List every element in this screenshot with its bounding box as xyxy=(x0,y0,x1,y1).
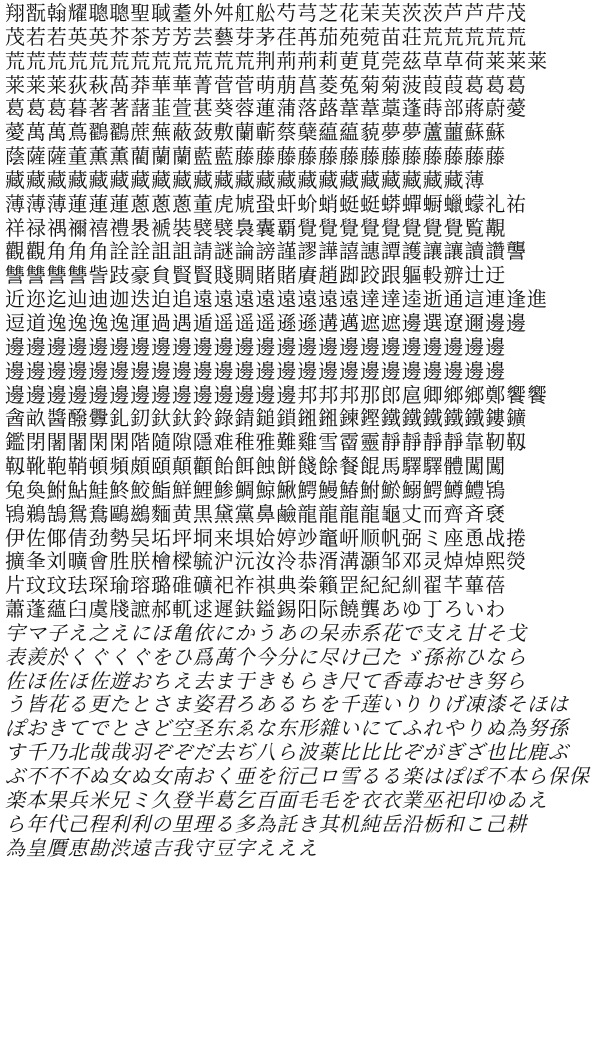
glyph-row: 伊佐倻倩劲勢吴坧坪垌来埧姶婷竗竈岍顺帆弼ミ座恿战捲 xyxy=(5,526,527,550)
glyph-row: 為皇贋恵勘渋遠吉我守豆字えええ xyxy=(5,836,319,860)
glyph-row: 酓畝醬醱釁釓釖釱釱鈴錄錆鎚鎖鎺鎺鍊鏗鐵鐵鐵鐵鐵鏤鑛 xyxy=(5,407,527,431)
glyph-row: 宇マ子え之えにほ亀依にかうあの呆赤系花で支え甘そ戈 xyxy=(5,621,527,645)
glyph-row: 楽本果兵米兄ミ久登半葛乞百面毛毛を衣衣業巫祀印ゆゐえ xyxy=(5,788,548,812)
glyph-row: 邊邊邊邊邊邊邊邊邊邊邊邊邊邊邊邊邊邊邊邊邊邊邊邊 xyxy=(5,359,507,383)
glyph-row: 荒荒荒荒荒荒荒荒荒荒荒荒荆荊荊莉莄莧莞茲草草荷莱莱莱 xyxy=(5,49,548,73)
glyph-row: 觀觀角角角詮詮詛詛請謎論謗謹謬譁譆譓譚護讓讓讀讚讋 xyxy=(5,240,527,264)
glyph-row: 薄薄薄蓮蓮蓮蔥蔥蔥董虎虓蛩虷蚧蛸蜓蜓蟒蟬蟵蠟蠓礼祐 xyxy=(5,192,527,216)
glyph-row: 葛葛葛暮著著藷韮萱葚葵蓉蓮蒲落蕗葦葦藁蓬蒔部蔣蔚薆 xyxy=(5,97,527,121)
glyph-row: ら年代己程利利の里理る多為託き其机純岳沿栃和こ己耕 xyxy=(5,812,527,836)
glyph-row: 薆萬萬蔦鸐鸐蔗蕪蔽蔹敷蘭蘄蔡蘖藴藴藐夢夢蘆蘁蘇蘇 xyxy=(5,121,507,145)
glyph-row: 近迩迄辿迪迦迭迫追遠遠遠遠遠遠遠遠達達逵逝通這連逢進 xyxy=(5,288,548,312)
glyph-row: 蕭蓬蘊臼虞牋謶郝軏逑遲鈇鎰錫阳际饒龔あゆ丁ろいわ xyxy=(5,598,507,622)
glyph-row: 邊邊邊邊邊邊邊邊邊邊邊邊邊邊邊邊邊邊邊邊邊邊邊邊 xyxy=(5,335,507,359)
glyph-row: 擴夆刘曠會胜朕檜樑毓沪沅汝泠恭湑溝灝邹邓灵焯焯熙熒 xyxy=(5,550,527,574)
glyph-row: す千乃北哉哉羽ぞぞだ去ぢ八ら波薬比比比ぞがぎざ也比鹿ぶ xyxy=(5,741,569,765)
glyph-row: ぶ不不不ぬ女ぬ女南おく亜を衍己ロ雪るる楽はぽぽ不本ら保保 xyxy=(5,765,590,788)
glyph-row: 翔翫翰耀聰聰聖聝耋外舛舡舩芍芎芝花茉芙茨茨芦芦芹茂 xyxy=(5,2,527,25)
glyph-row: 兔奐鮒鮎鮭鮗鮫鮨鮮鯉鯵鯛鯨鰍鰐鰻鰆鮒鯲鰯鰐鱒鱧鴇 xyxy=(5,478,507,502)
glyph-row: 邊邊邊邊邊邊邊邊邊邊邊邊邊邊邦邦邦那郎扈卿鄉鄉鄭饗饗 xyxy=(5,383,548,407)
glyph-row: 佐ほ佐ほ佐遊おちえ去ま于きもらき尺て香毒おせき努ら xyxy=(5,669,527,693)
glyph-row: 祥禄禑禰禧禮褁褫裝襞襞裊囊覇覺覺覺覺覺覺覺覺覧覯 xyxy=(5,216,507,240)
glyph-row: 莱莱莱荻萩萵莽華華菁菅菅萌萠菖菱菟菊菊菠葭葭葛葛葛 xyxy=(5,73,527,97)
glyph-row: 表羨於くぐくぐをひ爲萬个今分に尽け己たゞ孫祢ひなら xyxy=(5,645,527,669)
glyph-row: ぽおきてでとさど空圣东ゑな东形雜いにてふれやりぬ為努孫 xyxy=(5,717,569,741)
glyph-row: 鴇鵜鵠鴛鴦鷗鷀麵黄黒黛黨鼻鹼龍龍龍龍龜丈而齊斉褎 xyxy=(5,502,507,526)
glyph-row: 茂若若英英芥茶芳芳芸藝芽茅荏苒茄苑菀苗荘荒荒荒荒荒 xyxy=(5,25,527,49)
glyph-row: 鑑閉闍闍閑閑階隨隙隱难稚雅難雞雪霤靈靜靜靜靜靠靭靱 xyxy=(5,431,527,455)
glyph-row: 靱靴鞄鞘頓頻頗頤顛顴飴餌蝕餅餞餘餐餛馬驛驛體闖闖 xyxy=(5,455,507,479)
glyph-row: 藏藏藏藏藏藏藏藏藏藏藏藏藏藏藏藏藏藏藏藏藏藏薄 xyxy=(5,168,486,192)
glyph-row: う皆花る更たとさま姿君ろあるちを千莲いりりげ凍漆そほは xyxy=(5,693,569,717)
glyph-row: 蔭薩薩董薫薫藺蘭蘭藍藍藤藤藤藤藤藤藤藤藤藤藤藤藤 xyxy=(5,145,507,169)
glyph-row: 逗道逸逸逸逸運過遇遁遥遥遥遜遜遘邁遮遮邊選遼邇邊邊 xyxy=(5,311,527,335)
glyph-row: 片玟玟珐琛瑜瑢璐碓礦祀祚祺典桊籟罡紀紀紃翟芊蓽蓓 xyxy=(5,574,507,598)
glyph-row: 讐讐讐讐訾跂豪貟賢賢賤賙賭賭賡趙踋跤跟軀軗辧辻迂 xyxy=(5,264,507,288)
